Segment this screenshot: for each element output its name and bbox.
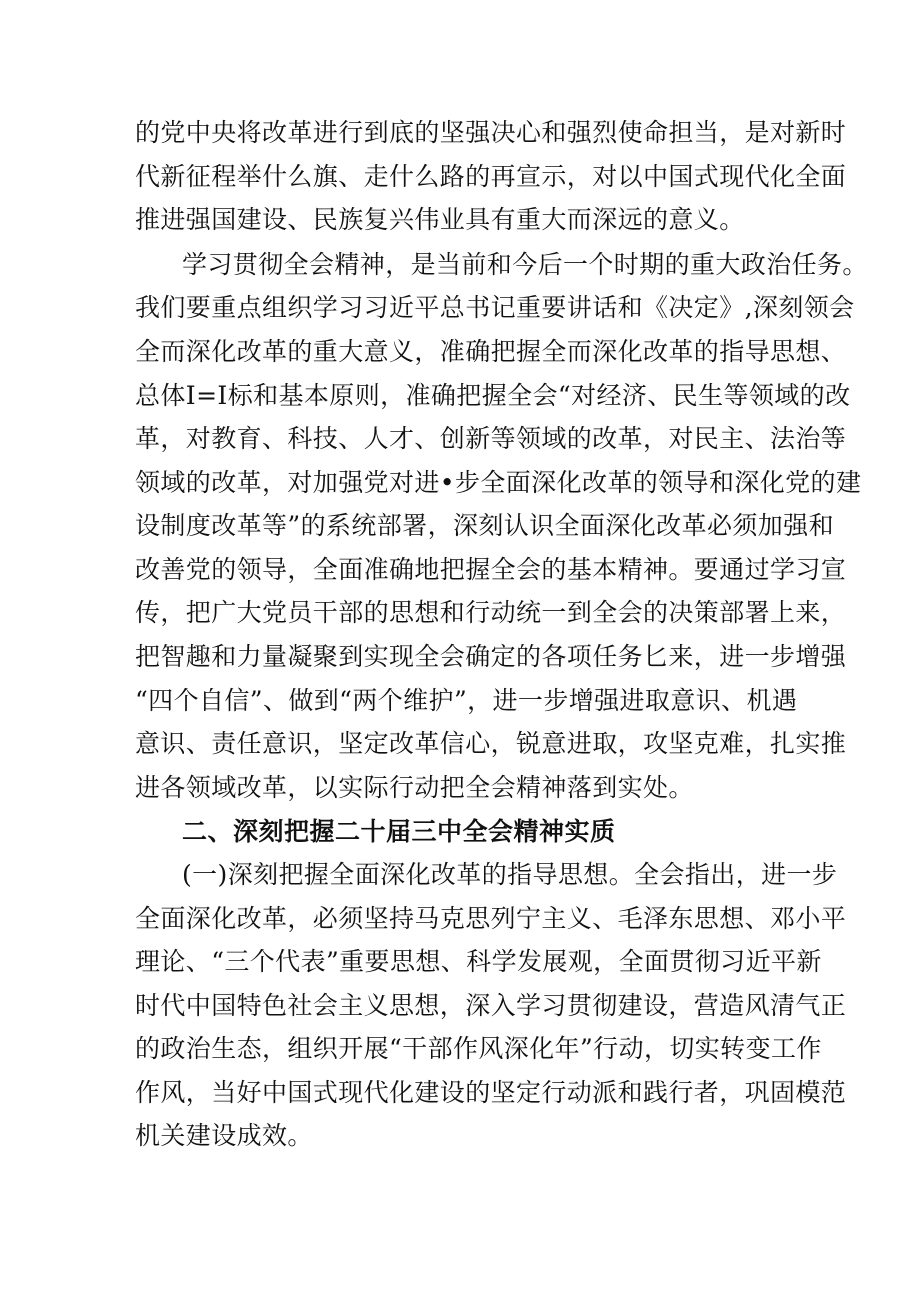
section-paragraph-line-1: (一)深刻把握全面深化改革的指导思想。全会指出，进一步 (182, 860, 838, 889)
section-paragraph-line-5: 的政治生态，组织开展“干部作风深化年”行动，切实转变工作 (135, 1034, 822, 1063)
paragraph-1-line-1: 的党中央将改革进行到底的坚强决心和强烈使命担当，是对新时 (135, 118, 847, 147)
paragraph-2-line-10: 把智趣和力量凝聚到实现全会确定的各项任务匕来，进一步增强 (135, 642, 847, 671)
paragraph-2-line-9: 传，把广大党员干部的思想和行动统一到全会的决策部署上来， (135, 598, 847, 627)
paragraph-2-line-4: 总体I=I标和基本原则，准确把握全会“对经济、民生等领域的改 (135, 381, 851, 410)
section-paragraph-line-3: 理论、“三个代表”重要思想、科学发展观，全面贯彻习近平新 (135, 947, 822, 976)
paragraph-2-line-2: 我们要重点组织学习习近平总书记重要讲话和《决定》,深刻领会 (135, 293, 855, 322)
paragraph-2-line-11: “四个自信”、做到“两个维护”，进一步增强进取意识、机遇 (135, 686, 798, 715)
section-paragraph-line-2: 全面深化改革，必须坚持马克思列宁主义、毛泽东思想、邓小平 (135, 904, 847, 933)
paragraph-1-line-3: 推进强国建设、民族复兴伟业具有重大而深远的意义。 (135, 205, 745, 234)
paragraph-2-line-1: 学习贯彻全会精神，是当前和今后一个时期的重大政治任务。 (182, 250, 868, 279)
section-paragraph-line-7: 机关建设成效。 (135, 1121, 313, 1150)
paragraph-2-line-12: 意识、责任意识，坚定改革信心，锐意进取，攻坚克难，扎实推 (135, 729, 847, 758)
section-paragraph-line-4: 时代中国特色社会主义思想，深入学习贯彻建设，营造风清气正 (135, 991, 847, 1020)
paragraph-2-line-13: 进各领域改革，以实际行动把全会精神落到实处。 (135, 773, 694, 802)
paragraph-1-line-2: 代新征程举什么旗、走什么路的再宣示，对以中国式现代化全面 (135, 162, 847, 191)
paragraph-2-line-3: 全而深化改革的重大意义，准确把握全而深化改革的指导思想、 (135, 337, 847, 366)
paragraph-2-line-7: 设制度改革等”的系统部署，深刻认识全面深化改革必须加强和 (135, 511, 834, 540)
section-paragraph-line-6: 作风，当好中国式现代化建设的坚定行动派和践行者，巩固模范 (135, 1078, 847, 1107)
section-heading: 二、深刻把握二十届三中全会精神实质 (182, 817, 616, 846)
paragraph-2-line-5: 革，对教育、科技、人才、创新等领域的改革，对民主、法治等 (135, 424, 847, 453)
paragraph-2-line-6: 领域的改革，对加强党对进•步全面深化改革的领导和深化党的建 (135, 468, 862, 497)
paragraph-2-line-8: 改善党的领导，全面准确地把握全会的基本精神。要通过学习宣 (135, 555, 847, 584)
